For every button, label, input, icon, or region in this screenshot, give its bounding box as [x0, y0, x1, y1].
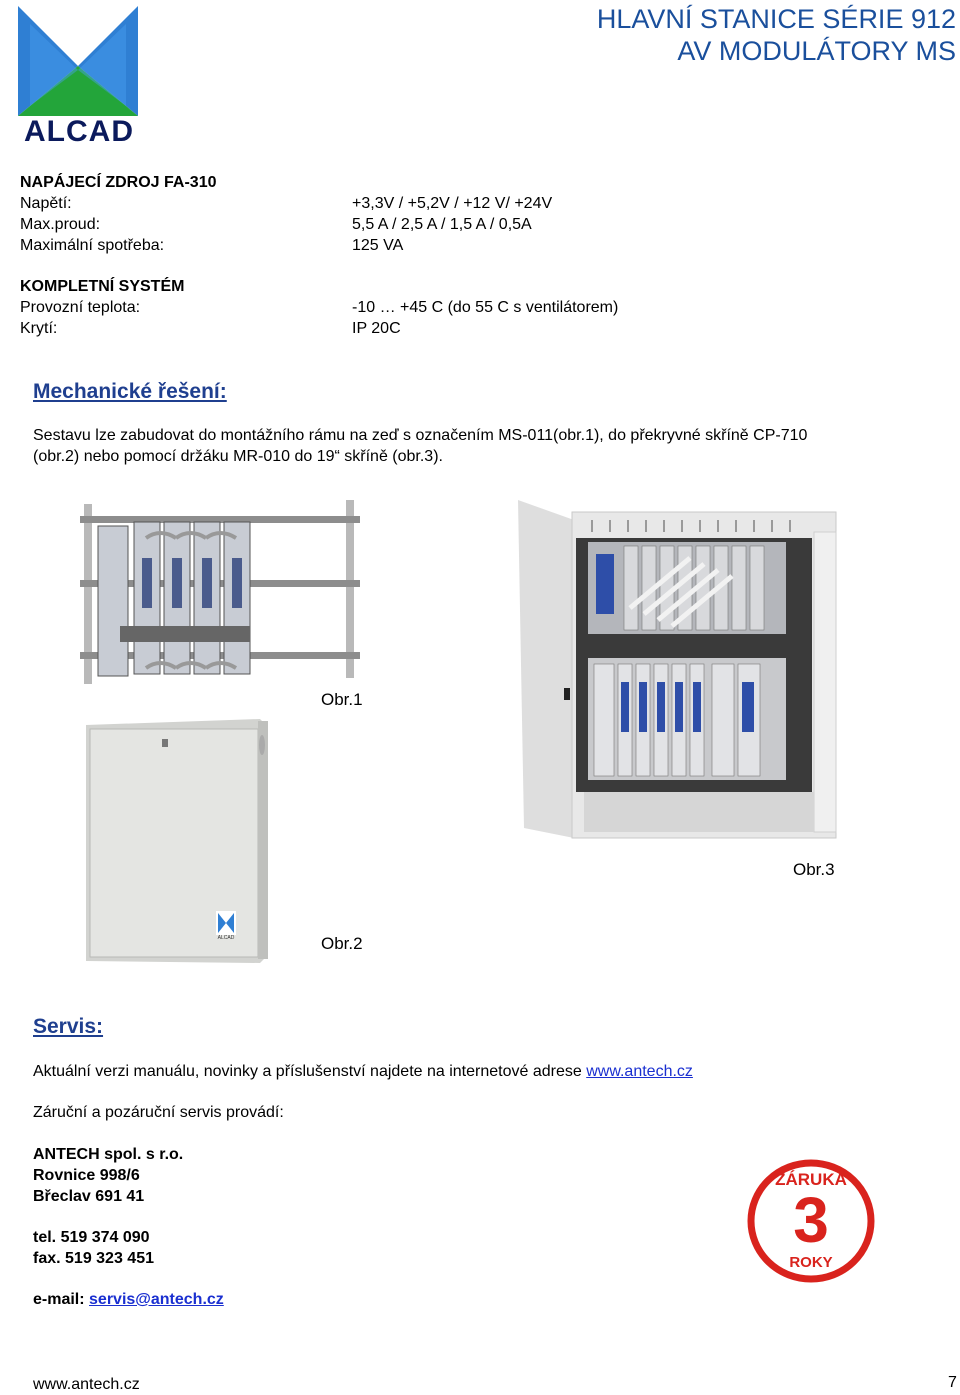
header-title-line2: AV MODULÁTORY MS: [677, 36, 956, 66]
footer-url: www.antech.cz: [33, 1376, 140, 1393]
service-heading: Servis:: [33, 1015, 104, 1038]
company-fax: fax. 519 323 451: [33, 1250, 154, 1267]
company-phone: tel. 519 374 090: [33, 1229, 150, 1246]
psu-power-label: Maximální spotřeba:: [20, 237, 165, 254]
figure-caption-obr2: Obr.2: [321, 934, 363, 953]
company-street: Rovnice 998/6: [33, 1167, 140, 1184]
mechanical-text-line1: Sestavu lze zabudovat do montážního rámu na zeď s označením MS-011(obr.1), do překryvné skříně CP-710: [33, 427, 808, 444]
psu-voltage-value: +3,3V / +5,2V / +12 V/ +24V: [352, 195, 553, 212]
service-manual-line: [33, 1061, 693, 1082]
header-title-line1: HLAVNÍ STANICE SÉRIE 912: [596, 4, 956, 34]
wall-frame-illustration: [80, 498, 360, 688]
company-city: Břeclav 691 41: [33, 1188, 145, 1205]
email-link[interactable]: servis@antech.cz: [89, 1291, 224, 1308]
enclosure-illustration: [82, 717, 272, 967]
antech-website-link[interactable]: www.antech.cz: [586, 1063, 693, 1080]
figure-cabinet: [514, 498, 838, 866]
figure-wall-frame: [80, 498, 360, 688]
footer-page-number: 7: [948, 1374, 957, 1391]
psu-power-value: 125 VA: [352, 237, 404, 254]
system-ip-label: Krytí:: [20, 320, 58, 337]
psu-current-label: Max.proud:: [20, 216, 101, 233]
figure-caption-obr1: Obr.1: [321, 690, 363, 709]
company-name: ANTECH spol. s r.o.: [33, 1146, 184, 1163]
alcad-logo: [16, 4, 140, 150]
mechanical-heading: Mechanické řešení:: [33, 380, 227, 403]
system-title: KOMPLETNÍ SYSTÉM: [20, 278, 185, 295]
email-label: e-mail:: [33, 1291, 90, 1308]
warranty-badge: [746, 1158, 876, 1284]
service-provider-line: Záruční a pozáruční servis provádí:: [33, 1104, 284, 1121]
warranty-badge-top-text: ZÁRUKA: [775, 1170, 847, 1189]
system-temp-label: Provozní teplota:: [20, 299, 141, 316]
company-email-line: [33, 1289, 224, 1310]
figure-enclosure: [82, 717, 272, 967]
mechanical-text-line2: (obr.2) nebo pomocí držáku MR-010 do 19“ skříně (obr.3).: [33, 448, 443, 465]
alcad-logo-text: ALCAD: [24, 115, 134, 148]
psu-voltage-label: Napětí:: [20, 195, 72, 212]
warranty-badge-bottom-text: ROKY: [789, 1254, 833, 1271]
enclosure-logo-text: ALCAD: [217, 935, 235, 941]
cabinet-illustration: [514, 498, 838, 866]
figure-caption-obr3: Obr.3: [793, 860, 835, 879]
service-manual-text: Aktuální verzi manuálu, novinky a příslušenství najdete na internetové adrese: [33, 1063, 587, 1080]
system-temp-value: -10 … +45 C (do 55 C s ventilátorem): [352, 299, 619, 316]
system-ip-value: IP 20C: [352, 320, 401, 337]
psu-title: NAPÁJECÍ ZDROJ FA-310: [20, 174, 217, 191]
psu-current-value: 5,5 A / 2,5 A / 1,5 A / 0,5A: [352, 216, 532, 233]
warranty-badge-number: 3: [793, 1184, 829, 1256]
